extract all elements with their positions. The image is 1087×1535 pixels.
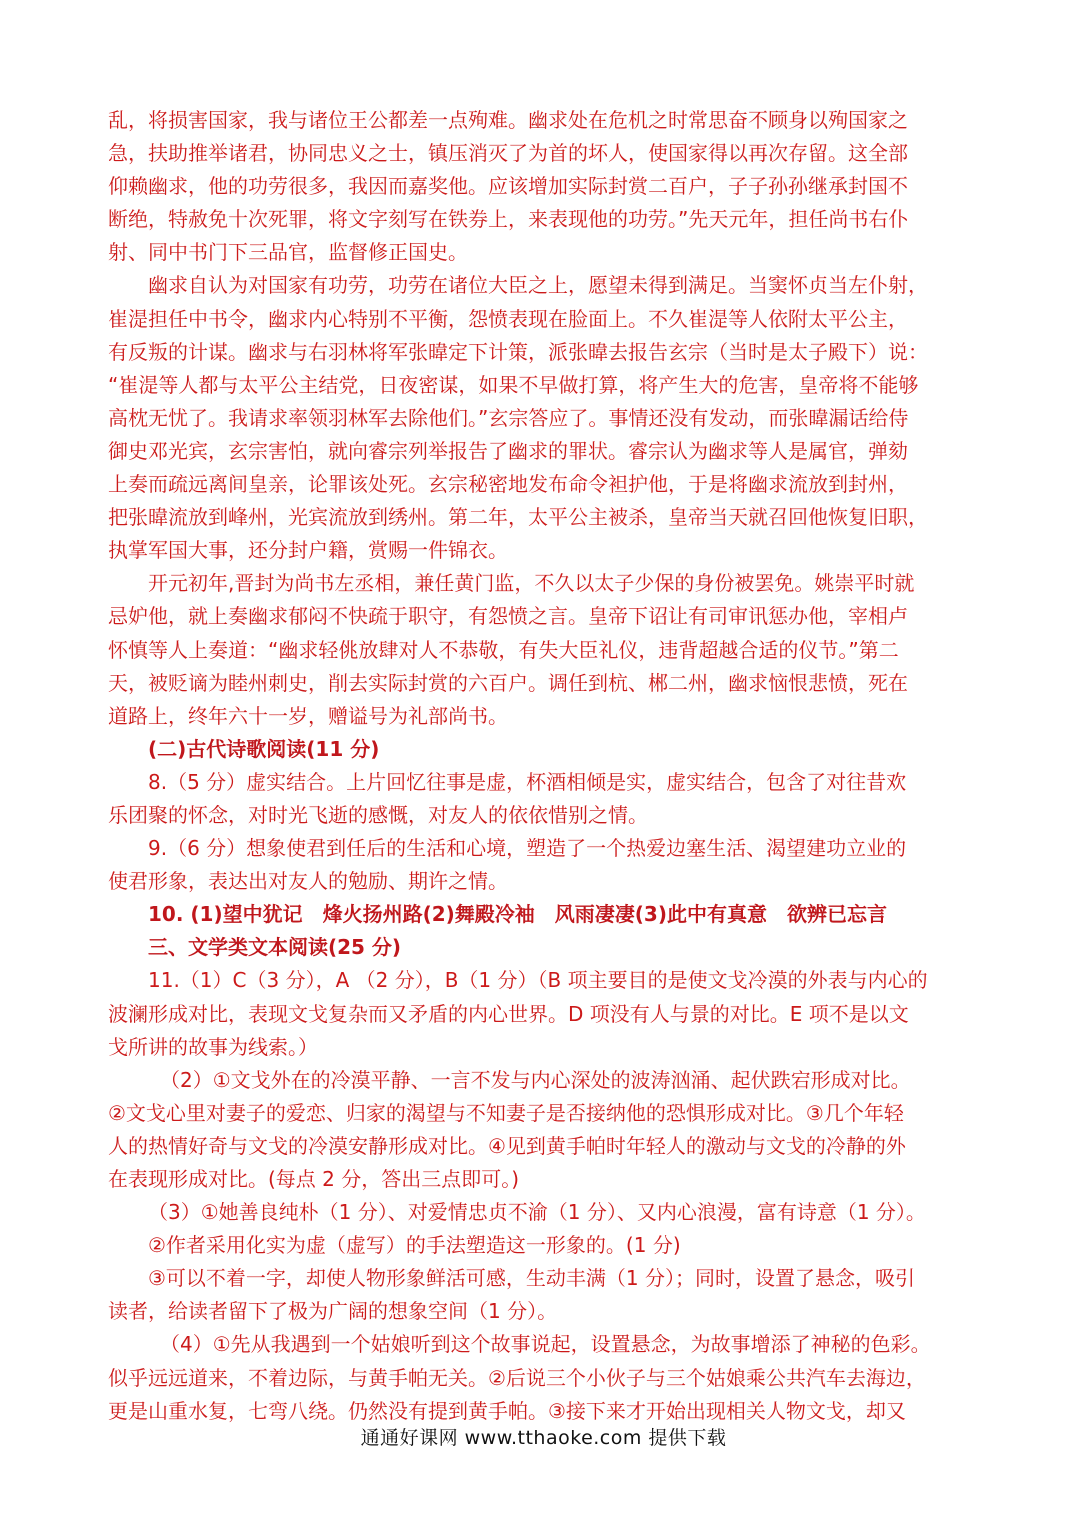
text-line: 把张暐流放到峰州，光宾流放到绣州。第二年，太平公主被杀，皇帝当天就召回他恢复旧职， bbox=[108, 505, 928, 530]
text-line: ③可以不着一字，却使人物形象鲜活可感，生动丰满（1 分）；同时，设置了悬念，吸引 bbox=[148, 1266, 916, 1291]
text-line: 高枕无忧了。我请求率领羽林军去除他们。”玄宗答应了。事情还没有发动，而张暐漏话给侍 bbox=[108, 405, 909, 430]
text-line: 上奏而疏远离间皇亲，论罪该处死。玄宗秘密地发布命令袒护他，于是将幽求流放到封州， bbox=[108, 472, 908, 497]
text-line: 在表现形成对比。(每点 2 分，答出三点即可。) bbox=[108, 1167, 520, 1191]
text-line: 急，扶助推举诸君，协同忠义之士，镇压消灭了为首的坏人，使国家得以再次存留。这全部 bbox=[108, 141, 908, 166]
section-heading: 三、文学类文本阅读(25 分) bbox=[148, 935, 402, 960]
text-line: 使君形象，表达出对友人的勉励、期许之情。 bbox=[108, 869, 508, 894]
text-line: 11.（1）C（3 分），A （2 分），B（1 分）（B 项主要目的是使文戈冷漠的外表与内心的 bbox=[148, 968, 928, 993]
text-line: 乱，将损害国家，我与诸位王公都差一点殉难。幽求处在危机之时常思奋不顾身以殉国家之 bbox=[108, 108, 908, 132]
text-line: （2）①文戈外在的冷漠平静、一言不发与内心深处的波涛汹涌、起伏跌宕形成对比。 bbox=[160, 1067, 911, 1092]
text-line: 忌妒他，就上奏幽求郁闷不快疏于职守，有怨愤之言。皇帝下诏让有司审讯惩办他，宰相卢 bbox=[108, 604, 908, 629]
text-line: ②文戈心里对妻子的爱恋、归家的渴望与不知妻子是否接纳他的恐惧形成对比。③几个年轻 bbox=[108, 1100, 904, 1125]
text-line: 9.（6 分）想象使君到任后的生活和心境，塑造了一个热爱边塞生活、渴望建功立业的 bbox=[148, 836, 907, 861]
text-line: （4）①先从我遇到一个姑娘听到这个故事说起，设置悬念，为故事增添了神秘的色彩。 bbox=[160, 1332, 931, 1357]
text-line: 射、同中书门下三品官，监督修正国史。 bbox=[108, 240, 468, 265]
text-line: 幽求自认为对国家有功劳，功劳在诸位大臣之上，愿望未得到满足。当窦怀贞当左仆射， bbox=[148, 273, 928, 298]
text-line: 更是山重水复，七弯八绕。仍然没有提到黄手帕。③接下来才开始出现相关人物文戈，却又 bbox=[108, 1398, 906, 1423]
text-line: 道路上，终年六十一岁，赠谥号为礼部尚书。 bbox=[108, 703, 508, 728]
text-line: 乐团聚的怀念，对时光飞逝的感慨，对友人的依依惜别之情。 bbox=[108, 802, 648, 827]
section-heading: (二)古代诗歌阅读(11 分) bbox=[148, 736, 380, 761]
text-line: 似乎远远道来，不着边际，与黄手帕无关。②后说三个小伙子与三个姑娘乘公共汽车去海边， bbox=[108, 1365, 926, 1390]
text-line: 崔湜担任中书令，幽求内心特别不平衡，怨愤表现在脸面上。不久崔湜等人依附太平公主， bbox=[108, 306, 908, 331]
text-line: 8.（5 分）虚实结合。上片回忆往事是虚，杯酒相倾是实，虚实结合，包含了对往昔欢 bbox=[148, 769, 907, 794]
text-line: 执掌军国大事，还分封户籍，赏赐一件锦衣。 bbox=[108, 538, 508, 563]
text-line: 天，被贬谪为睦州刺史，削去实际封赏的六百户。调任到杭、郴二州，幽求恼恨悲愤，死在 bbox=[108, 670, 908, 695]
text-line: 断绝，特赦免十次死罪，将文字刻写在铁券上，来表现他的功劳。”先天元年，担任尚书右仆 bbox=[108, 207, 909, 232]
text-line: 有反叛的计谋。幽求与右羽林将军张暐定下计策，派张暐去报告玄宗（当时是太子殿下）说： bbox=[108, 339, 928, 364]
text-line: 读者，给读者留下了极为广阔的想象空间（1 分）。 bbox=[108, 1299, 558, 1324]
text-line: 波澜形成对比，表现文戈复杂而又矛盾的内心世界。D 项没有人与景的对比。E 项不是以文 bbox=[108, 1001, 909, 1026]
text-line: ②作者采用化实为虚（虚写）的手法塑造这一形象的。(1 分) bbox=[148, 1233, 681, 1258]
text-line: （3）①她善良纯朴（1 分）、对爱情忠贞不渝（1 分）、又内心浪漫，富有诗意（1 分）。 bbox=[148, 1200, 926, 1225]
text-line: 人的热情好奇与文戈的冷漠安静形成对比。④见到黄手帕时年轻人的激动与文戈的冷静的外 bbox=[108, 1133, 906, 1158]
section-heading: 10. (1)望中犹记 烽火扬州路(2)舞殿冷袖 风雨凄凄(3)此中有真意 欲辨已忘言 bbox=[148, 902, 887, 927]
answer-text-body bbox=[108, 104, 980, 1428]
text-line: 怀慎等人上奏道：“幽求轻佻放肆对人不恭敬，有失大臣礼仪，违背超越合适的仪节。”第二 bbox=[108, 637, 899, 662]
text-line: 戈所讲的故事为线索。） bbox=[108, 1034, 318, 1059]
text-line: 开元初年,晋封为尚书左丞相，兼任黄门监，不久以太子少保的身份被罢免。姚崇平时就 bbox=[148, 571, 915, 596]
text-line: “崔湜等人都与太平公主结党，日夜密谋，如果不早做打算，将产生大的危害，皇帝将不能够 bbox=[108, 372, 919, 397]
page-footer: 通通好课网 www.tthaoke.com 提供下载 bbox=[360, 1427, 727, 1449]
text-line: 御史邓光宾，玄宗害怕，就向睿宗列举报告了幽求的罪状。睿宗认为幽求等人是属官，弹劾 bbox=[108, 438, 908, 463]
text-line: 仰赖幽求，他的功劳很多，我因而嘉奖他。应该增加实际封赏二百户，子子孙孙继承封国不 bbox=[108, 174, 908, 199]
